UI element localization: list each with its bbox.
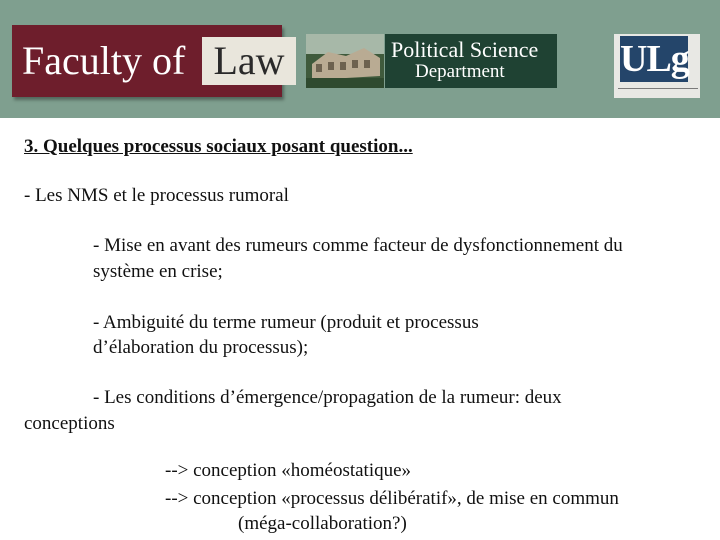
- political-science-department-logo: [385, 34, 557, 88]
- bullet-mise-en-avant: - Mise en avant des rumeurs comme facteur de dysfonctionnement du: [93, 235, 623, 256]
- faculty-of-law-logo: [12, 25, 285, 97]
- conception-homeostatique: --> conception «homéostatique»: [165, 460, 412, 481]
- bullet-ambiguite-cont: d’élaboration du processus);: [93, 337, 309, 358]
- bullet-conditions: - Les conditions d’émergence/propagation de la rumeur: deux: [93, 387, 562, 408]
- bullet-les-nms: - Les NMS et le processus rumoral: [24, 185, 289, 206]
- faculty-word: Faculty of: [22, 38, 186, 83]
- header-band: [0, 0, 720, 118]
- law-word: Law: [202, 37, 296, 85]
- slide-title: 3. Quelques processus sociaux posant question...: [24, 136, 413, 157]
- department-line-1: Political Science: [391, 37, 539, 62]
- bullet-mise-en-avant-cont: système en crise;: [93, 261, 223, 282]
- university-logo-box: [614, 34, 700, 98]
- bullet-ambiguite: - Ambiguité du terme rumeur (produit et processus: [93, 312, 479, 333]
- university-logo-subline: [618, 85, 698, 93]
- campus-building-photo: [306, 34, 384, 88]
- department-line-2: Department: [415, 61, 505, 82]
- university-logo: ULg: [620, 38, 689, 80]
- conception-deliberatif: --> conception «processus délibératif», de mise en commun: [165, 488, 619, 509]
- bullet-conditions-cont: conceptions: [24, 413, 115, 434]
- conception-deliberatif-cont: (méga-collaboration?): [238, 513, 407, 534]
